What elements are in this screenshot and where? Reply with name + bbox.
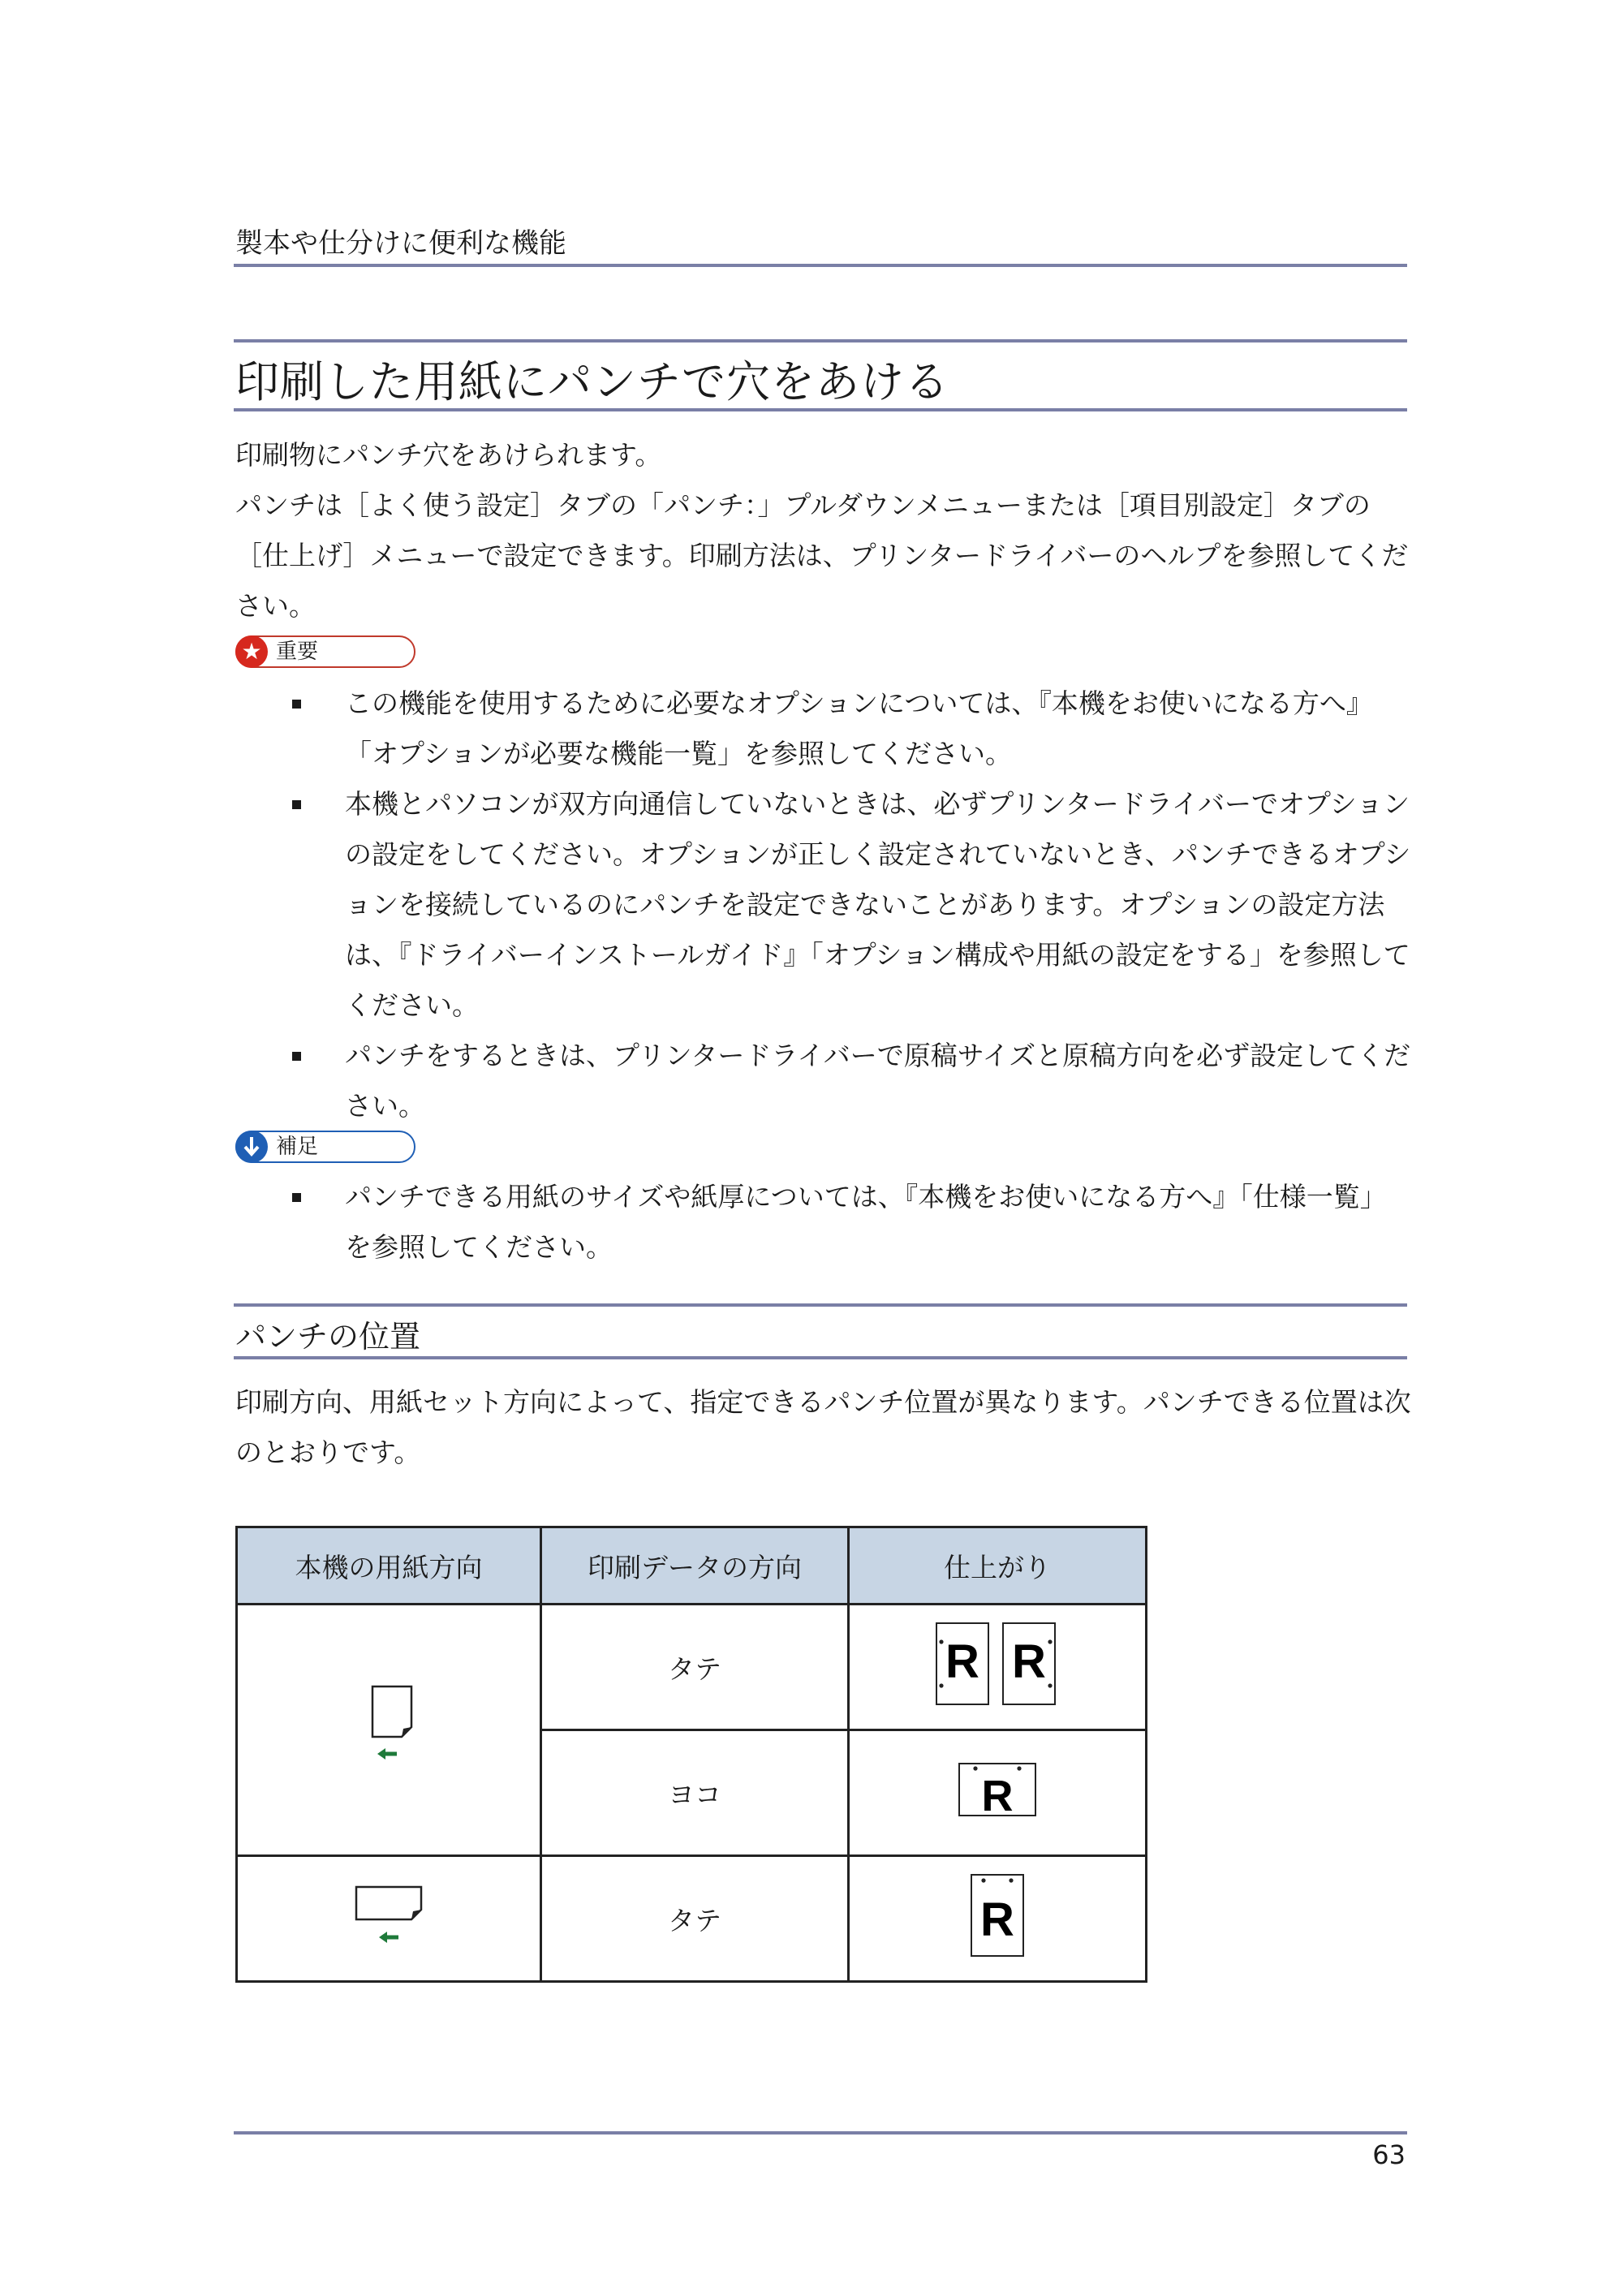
col-header-paper-orientation: 本機の用紙方向 (237, 1527, 541, 1605)
direction-cell: ヨコ (541, 1730, 849, 1856)
portrait-sheet-top-holes (961, 1871, 1034, 1960)
result-glyph: R (981, 1772, 1014, 1820)
portrait-paper-icon (356, 1682, 421, 1772)
portrait-paper-cell (237, 1605, 541, 1856)
star-icon: ★ (235, 635, 268, 668)
result-cell (849, 1856, 1147, 1982)
title-top-rule (234, 339, 1407, 342)
result-glyph: R (980, 1893, 1014, 1946)
running-header: 製本や仕分けに便利な機能 (235, 227, 566, 260)
note-badge (235, 1131, 415, 1163)
landscape-sheet-top-holes (953, 1757, 1042, 1822)
landscape-paper-cell (237, 1856, 541, 1982)
intro-paragraph-1: 印刷物にパンチ穴をあけられます。 (235, 439, 662, 471)
section2-top-rule (234, 1303, 1407, 1307)
list-item: この機能を使用するために必要なオプションについては、『本機をお使いになる方へ』「オプションが必要な機能一覧」を参照してください。 (292, 678, 1412, 779)
direction-cell: タテ (541, 1605, 849, 1730)
table-row (237, 1856, 1147, 1982)
page-number: 63 (1372, 2139, 1406, 2170)
section2-bottom-rule (234, 1356, 1407, 1359)
section2-paragraph: 印刷方向、用紙セット方向によって、指定できるパンチ位置が異なります。パンチできる位置は次のとおりです。 (235, 1386, 1411, 1468)
result-glyph: R (945, 1635, 979, 1688)
two-portrait-sheets-side-holes (928, 1619, 1066, 1708)
table-row (237, 1605, 1147, 1730)
note-list (292, 1172, 1412, 1273)
footer-rule (234, 2131, 1407, 2134)
important-label: 重要 (276, 640, 319, 664)
direction-cell: タテ (541, 1856, 849, 1982)
punch-position-table (235, 1526, 1147, 1983)
list-item: パンチをするときは、プリンタードライバーで原稿サイズと原稿方向を必ず設定してください。 (292, 1031, 1412, 1131)
result-cell (849, 1730, 1147, 1856)
landscape-paper-icon (348, 1879, 429, 1952)
list-item: パンチできる用紙のサイズや紙厚については、『本機をお使いになる方へ』「仕様一覧」を参照してください。 (292, 1172, 1412, 1273)
important-badge (235, 635, 415, 668)
title-bottom-rule (234, 408, 1407, 411)
result-glyph: R (1012, 1635, 1046, 1688)
page-title: 印刷した用紙にパンチで穴をあける (235, 356, 949, 407)
important-list (292, 678, 1412, 1131)
table-header-row (237, 1527, 1147, 1605)
section-heading: パンチの位置 (235, 1319, 421, 1355)
list-item: 本機とパソコンが双方向通信していないときは、必ずプリンタードライバーでオプションの設定をしてください。オプションが正しく設定されていないとき、パンチできるオプションを接続しているのにパンチを設定できないことがあります。オプションの設定方法は、『ドライバーインストールガイド』「オプション構成や用紙の設定をする」を参照してください。 (292, 779, 1412, 1031)
arrow-down-icon (235, 1131, 268, 1163)
col-header-result: 仕上がり (849, 1527, 1147, 1605)
result-cell (849, 1605, 1147, 1730)
col-header-print-direction: 印刷データの方向 (541, 1527, 849, 1605)
header-rule (234, 264, 1407, 267)
intro-paragraph-2: パンチは［よく使う設定］タブの「パンチ：」プルダウンメニューまたは［項目別設定］タブの［仕上げ］メニューで設定できます。印刷方法は、プリンタードライバーのヘルプを参照してください。 (235, 489, 1409, 622)
note-label: 補足 (276, 1135, 319, 1159)
